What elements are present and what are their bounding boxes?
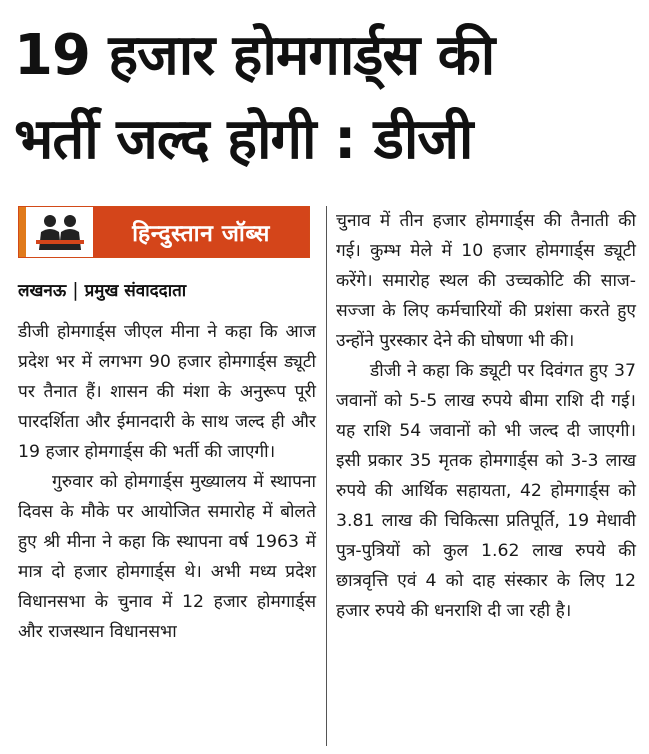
brand-banner	[18, 206, 310, 258]
job-seekers-svg	[34, 212, 86, 252]
paragraph: चुनाव में तीन हजार होमगार्ड्स की तैनाती की गई। कुम्भ मेले में 10 हजार होमगार्ड्स ड्यूटी करेंगे। समारोह स्थल की उच्चकोटि की साज-सज्जा के लिए कर्मचारियों की प्रशंसा करते हुए उन्होंने पुरस्कार देने की घोषणा भी की।	[336, 211, 636, 351]
byline-location: लखनऊ	[18, 281, 67, 301]
article-body-left	[18, 317, 316, 647]
byline-author: प्रमुख संवाददाता	[84, 281, 187, 301]
job-seekers-icon	[19, 207, 93, 257]
byline-separator: |	[72, 278, 79, 301]
headline-line-1: 19 हजार होमगार्ड्स की	[14, 23, 495, 88]
byline	[18, 278, 316, 301]
headline-line-2: भर्ती जल्द होगी : डीजी	[14, 107, 473, 172]
paragraph: गुरुवार को होमगार्ड्स मुख्यालय में स्थापना दिवस के मौके पर आयोजित समारोह में बोलते हुए श्री मीना ने कहा कि स्थापना वर्ष 1963 में मात्र दो हजार होमगार्ड्स थे। अभी मध्य प्रदेश विधानसभा के चुनाव में 12 हजार होमगार्ड्स और राजस्थान विधानसभा	[18, 472, 316, 642]
column-divider	[326, 206, 327, 746]
paragraph: डीजी होमगार्ड्स जीएल मीना ने कहा कि आज प्रदेश भर में लगभग 90 हजार होमगार्ड्स ड्यूटी पर तैनात हैं। शासन की मंशा के अनुरूप पूरी पारदर्शिता और ईमानदारी के साथ जल्द ही और 19 हजार होमगार्ड्स की भर्ती की जाएगी।	[18, 322, 316, 462]
article-column-right	[336, 206, 636, 626]
paragraph: डीजी ने कहा कि ड्यूटी पर दिवंगत हुए 37 जवानों को 5-5 लाख रुपये बीमा राशि दी गई। यह राशि 54 जवानों को भी जल्द दी जाएगी। इसी प्रकार 35 मृतक होमगार्ड्स को 3-3 लाख रुपये की आर्थिक सहायता, 42 होमगार्ड्स को 3.81 लाख की चिकित्सा प्रतिपूर्ति, 19 मेधावी पुत्र-पुत्रियों को कुल 1.62 लाख रुपये की छात्रवृत्ति एवं 4 को दाह संस्कार के लिए 12 हजार रुपये की धनराशि दी जा रही है।	[336, 361, 636, 621]
article-column-left	[18, 206, 316, 647]
headline	[14, 14, 639, 182]
brand-label: हिन्दुस्तान जॉब्स	[93, 207, 309, 257]
